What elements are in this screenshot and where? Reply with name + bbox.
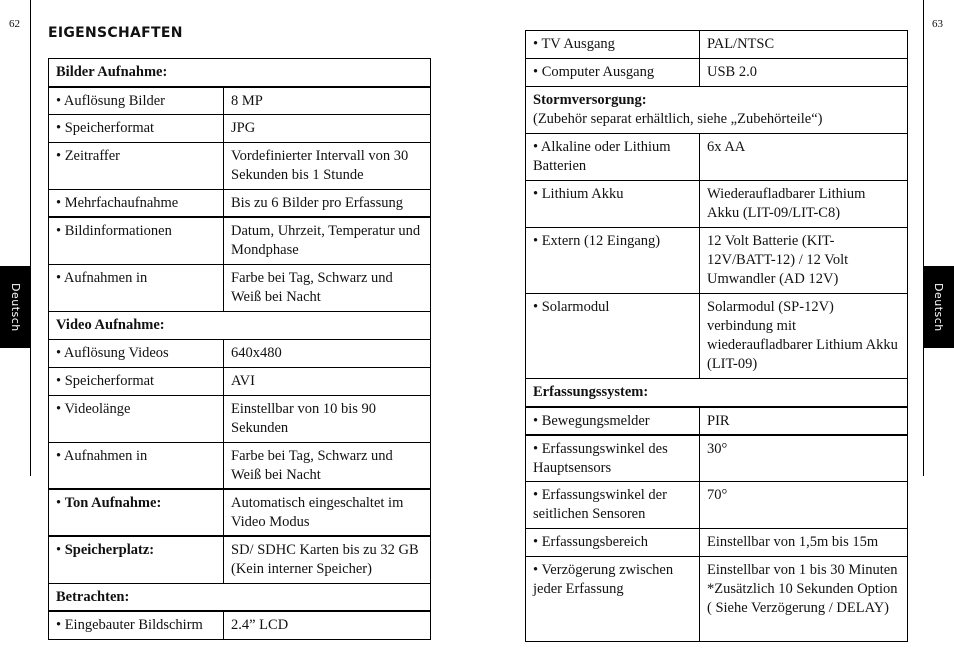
spec-label: • Computer Ausgang	[526, 59, 700, 87]
spec-label: • Aufnahmen in	[49, 442, 224, 489]
spec-label: • TV Ausgang	[526, 31, 700, 59]
spec-label	[49, 489, 224, 536]
bullet: •	[56, 495, 65, 511]
section-header: Betrachten:	[49, 583, 431, 611]
spec-label: • Erfassungswinkel des Hauptsensors	[526, 435, 700, 482]
spec-value: 30°	[700, 435, 908, 482]
spec-value: USB 2.0	[700, 59, 908, 87]
spec-value: Wiederaufladbarer Lithium Akku (LIT-09/LIT-C8)	[700, 181, 908, 228]
spec-label: • Zeitraffer	[49, 143, 224, 190]
spec-value: Datum, Uhrzeit, Temperatur und Mondphase	[224, 217, 431, 264]
spec-value: Bis zu 6 Bilder pro Erfassung	[224, 190, 431, 218]
spec-value: 8 MP	[224, 87, 431, 115]
spec-label: • Eingebauter Bildschirm	[49, 611, 224, 639]
spec-value: AVI	[224, 367, 431, 395]
spec-label: • Verzögerung zwischen jeder Erfassung	[526, 557, 700, 642]
spec-value: 640x480	[224, 339, 431, 367]
spec-label: • Solarmodul	[526, 294, 700, 379]
spec-value: 2.4” LCD	[224, 611, 431, 639]
spec-value: JPG	[224, 115, 431, 143]
spec-label: • Lithium Akku	[526, 181, 700, 228]
spec-value: Farbe bei Tag, Schwarz und Weiß bei Nacht	[224, 442, 431, 489]
spec-value: 12 Volt Batterie (KIT-12V/BATT-12) / 12 Volt Umwandler (AD 12V)	[700, 228, 908, 294]
spec-value: Solarmodul (SP-12V) verbindung mit wiederaufladbarer Lithium Akku (LIT-09)	[700, 294, 908, 379]
spec-value: Einstellbar von 10 bis 90 Sekunden	[224, 395, 431, 442]
section-header: Bilder Aufnahme:	[49, 59, 431, 87]
spec-table-right	[525, 30, 908, 642]
language-tab-left	[0, 266, 31, 348]
spec-label: • Erfassungswinkel der seitlichen Sensoren	[526, 482, 700, 529]
bullet: •	[56, 542, 65, 558]
spec-label: • Speicherformat	[49, 367, 224, 395]
spec-label: • Speicherformat	[49, 115, 224, 143]
right-margin-line	[923, 0, 924, 476]
section-header: Erfassungssystem:	[526, 379, 908, 407]
section-title: Stormversorgung:	[533, 92, 647, 108]
spec-label: • Auflösung Bilder	[49, 87, 224, 115]
spec-label-bold: Ton Aufnahme:	[64, 495, 162, 511]
left-margin-line	[30, 0, 31, 476]
spec-value: Farbe bei Tag, Schwarz und Weiß bei Nacht	[224, 264, 431, 311]
section-note: (Zubehör separat erhältlich, siehe „Zubehörteile“)	[533, 111, 823, 127]
spec-value: 6x AA	[700, 134, 908, 181]
spec-label: • Mehrfachaufnahme	[49, 190, 224, 218]
spec-value: 70°	[700, 482, 908, 529]
language-tab-label: Deutsch	[932, 282, 945, 332]
spec-label: • Auflösung Videos	[49, 339, 224, 367]
spec-label: • Erfassungsbereich	[526, 529, 700, 557]
spec-value: Vordefinierter Intervall von 30 Sekunden bis 1 Stunde	[224, 143, 431, 190]
section-header	[526, 87, 908, 134]
spec-label: • Bildinformationen	[49, 217, 224, 264]
page-number-left: 62	[9, 18, 20, 30]
spec-table-left	[48, 58, 431, 640]
spec-label: • Videolänge	[49, 395, 224, 442]
spec-value: Einstellbar von 1 bis 30 Minuten *Zusätzlich 10 Sekunden Option ( Siehe Verzögerung / DELAY)	[700, 557, 908, 642]
spec-value: SD/ SDHC Karten bis zu 32 GB (Kein interner Speicher)	[224, 536, 431, 583]
language-tab-label: Deutsch	[9, 282, 22, 332]
spec-value: PAL/NTSC	[700, 31, 908, 59]
page-number-right: 63	[932, 18, 943, 30]
spec-label: • Bewegungsmelder	[526, 407, 700, 435]
spec-value: Automatisch eingeschaltet im Video Modus	[224, 489, 431, 536]
spec-value: PIR	[700, 407, 908, 435]
page-title: EIGENSCHAFTEN	[48, 25, 183, 41]
spec-label	[49, 536, 224, 583]
spec-value: Einstellbar von 1,5m bis 15m	[700, 529, 908, 557]
section-header: Video Aufnahme:	[49, 311, 431, 339]
spec-label-bold: Speicherplatz:	[64, 542, 155, 558]
spec-label: • Alkaline oder Lithium Batterien	[526, 134, 700, 181]
spec-label: • Extern (12 Eingang)	[526, 228, 700, 294]
spec-label: • Aufnahmen in	[49, 264, 224, 311]
language-tab-right	[923, 266, 954, 348]
